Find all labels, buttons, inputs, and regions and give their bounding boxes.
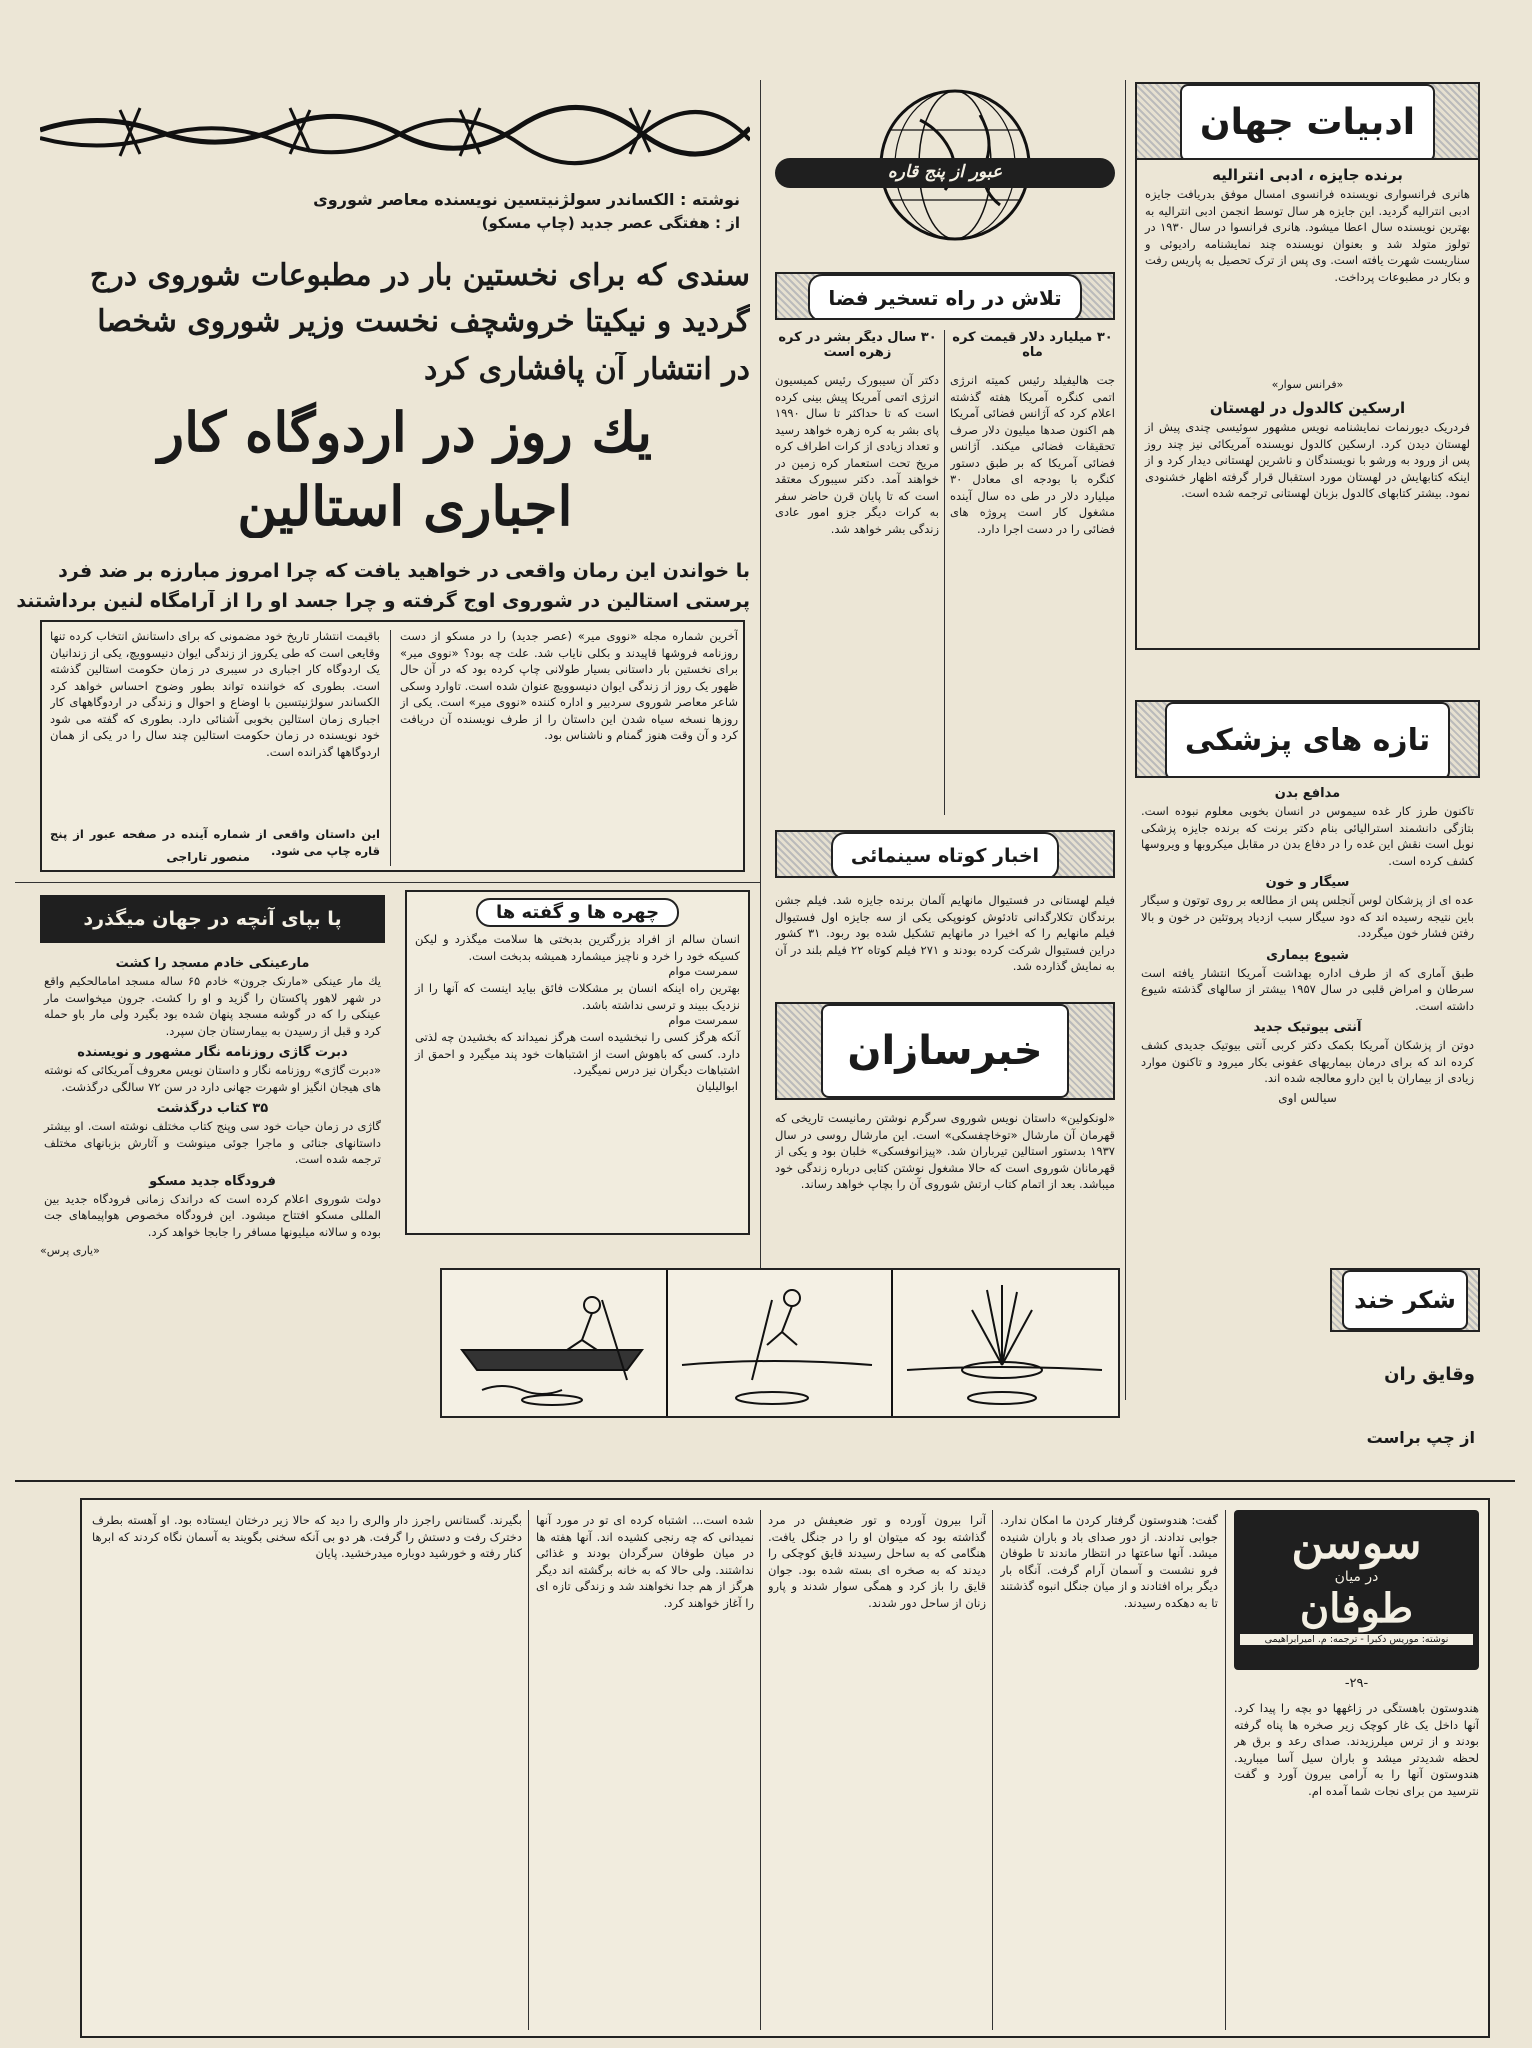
quotes-author-3: ابوالیلیان: [696, 1078, 738, 1093]
cartoon-title: شکر خند: [1342, 1270, 1468, 1330]
serial-frame: [80, 1498, 1490, 2038]
news-body-3: گاژی در زمان حیات خود سی وپنج کتاب مختلف نوشته است. او بیشتر داستانهای جنائی و ماجرا جوئی مینوشت و آثارش بزبانهای مختلف ترجمه شده است.: [44, 1119, 381, 1166]
space-title: تلاش در راه تسخیر فضا: [808, 274, 1081, 320]
news-body-1: یك مار عینکی «مارنک جرون» خادم ۶۵ ساله مسجد امامالحکیم واقع در شهر لاهور پاکستان را گزید و او را کشت. جرون میخواست مار عینکی را که در گوشه مسجد پنهان شده بود بگیرد ولی مار باو حمله کرد و قبل از رسیدن به بیمارستان جان سپرد.: [44, 974, 381, 1038]
prize-credit: «فرانس سوار»: [1271, 378, 1344, 391]
quotes-author-2: سمرست موام: [668, 1013, 738, 1027]
news-sub-4: فرودگاه جدید مسکو: [149, 1173, 276, 1189]
headline-line-3: در انتشار آن پافشاری کرد: [423, 352, 750, 387]
caldwell-body: فردریک دیورنمات نمایشنامه نویس مشهور سوئیسی چندی پیش از لهستان دیدن کرد. ارسکین کالدول نویسنده آمریکائی نیز چند روز پس از ورود به ورشو با نویسندگان و ناشرین لهستانی دیدار کرد و از اینکه کتابهایش در لهستان مورد استقبال قرار گرفته اظهار خشنودی نمود. بیشتر کتابهای کالدول بزبان لهستانی ترجمه شده است.: [1145, 420, 1470, 500]
news-sub-1: مارعینکی خادم مسجد را کشت: [115, 956, 310, 971]
space-body-2: دکتر آن سیبورک رئیس کمیسیون انرژی اتمی آمریکا پیش بینی کرده است که تا حداکثر تا سال ۱۹۹۰ پای بشر به کره زهره خواهد رسید و تعداد زیادی از کرات اطراف کره مریخ تحت استعمار کره زمین در خواهند آمد. دکتر سیبورک معتقد است که تا پایان قرن حاضر سفر به کرات دیگر جزو امور عادی زندگی بشر خواهد شد.: [775, 373, 939, 536]
story-body-left: آخرین شماره مجله «نووی میر» (عصر جدید) را در مسکو از دست روزنامه فروشها قاپیدند و بکلی نایاب شد. علت چه بود؟ «نووی میر» برای نخستین بار داستانی بسیار طولانی چاپ کرده بود که در آن حال ظهور یک روز از زندگی ایوان دنیسوویچ عنوان شده است. تاوارد وسکی شاعر معاصر شوروی سردبیر و اداره کننده «نووی میر» است. یکی از روزها نسخه سیاه شدن این داستان را از طرف نویسنده آن دریافت کرد و آن وقت هنوز گمنام و ناشناس بود.: [400, 629, 738, 742]
cartoon-strip: [440, 1268, 1120, 1418]
med-sub-2: سیگار و خون: [1265, 875, 1350, 890]
space-sub-1: ۳۰ میلیارد دلار قیمت کره ماه: [952, 330, 1113, 360]
quotes-box: [405, 890, 750, 1235]
prize-body: هانری فرانسواری نویسنده فرانسوی امسال موفق بدریافت جایزه ادبی انترالیه گردید. این جایزه هر سال توسط انجمن ادبی انترالیه به بهترین نویسنده سال اعطا میشود. هانری فرانسوا در سال ۱۹۳۰ در تولوز متولد شد و بعنوان نویسنده چند نمایشنامه رادیوئی و سناریست شهرت یافته است. وی پس از ترک تحصیل به پاریس رفت و بکار در مطبوعات پرداخت.: [1145, 187, 1470, 284]
serial-byline: نوشته: موریس دکبرا - ترجمه: م. امیرابراهیمی: [1240, 1634, 1473, 1645]
med-body-1: تاکنون طرز کار غده سیموس در انسان بخوبی معلوم نبوده است. بتازگی دانشمند استرالیائی بنام دکتر برنت که برنده جایزه پزشکی نوبل است نقش این غده را در دفاع بدن در مقابل میکروبها و ویروسها کشف کرده است.: [1141, 804, 1474, 868]
source-line: از : هفتگی عصر جدید (چاپ مسکو): [481, 214, 740, 232]
serial-col-4: شده است... اشتباه کرده ای تو در مورد آنها نمیدانی که چه رنجی کشیده اند. آنها هفته ها در میان طوفان سرگردان بودند و غذائی نداشتند. ولی حالا که به خانه برگشته اند دیگر هرگز از هم جدا نخواهند شد و زندگی تازه ای را آغاز خواهند کرد.: [536, 1513, 754, 1610]
subhead-2: پرستی استالین در شوروی اوج گرفته و چرا جسد او را از آرامگاه لنین برداشتند: [16, 590, 750, 612]
med-sub-3: شیوع بیماری: [1266, 947, 1349, 963]
medical-header: [1135, 700, 1480, 778]
space-body-1: جت هالیفیلد رئیس کمیته انرژی اتمی کنگره آمریکا هفته گذشته اعلام کرد که آژانس فضائی آمریکا هم اکنون صدها میلیون دلار صرف تحقیقات فضائی میکند. آژانس فضائی آمریکا که بر طبق دستور کنگره با بودجه ای معادل ۳۰ میلیارد دلار در طی ده سال آینده مشغول کار است پروژه های فضائی را در دست اجرا دارد.: [950, 373, 1115, 536]
quotes-author-1: سمرست موام: [668, 964, 738, 978]
cinema-body: فیلم لهستانی در فستیوال مانهایم آلمان برنده جایزه شد. فیلم جشن برندگان تکلارگدانی تادئوش کونوپکی یکی از سه جایزه اول فستیوال فیلم مانهایم را که اخیرا در مانهایم تشکیل شده بود ربود. ۳۱ کشور دراین فستیوال شرکت کرده بودند و ۲۷۱ فیلم کوتاه ۲۲ فیلم بلند در آن به نمایش گذارده شد.: [775, 893, 1115, 973]
news-sub-2: دبرت گاژی روزنامه نگار مشهور و نویسنده: [77, 1045, 348, 1060]
med-credit: سیالس اوی: [1278, 1090, 1337, 1105]
serial-col-3: آنرا بیرون آورده و تور ضعیفش در مرد گذاشته بود که میتوان او را در جنگل یافت. هنگامی که به ساحل رسیدند قایق کوچکی را دیدند که به صخره ای بسته شده بود. جوان قایق را باز کرد و همگی سوار شدند و پارو زنان از ساحل دور شدند.: [768, 1513, 986, 1610]
space-header: [775, 272, 1115, 320]
prize-subhead: برنده جایزه ، ادبی انترالیه: [1212, 166, 1403, 184]
news-body-4: دولت شوروی اعلام کرده است که دراندک زمانی فرودگاه جدید بین المللی مسکو افتتاح میشود. این فرودگاه مخصوص هواپیماهای جت بوده و سالانه میلیونها مسافر را جابجا خواهد کرد.: [44, 1191, 381, 1239]
story-box: [40, 620, 745, 872]
newsmakers-header: [775, 1002, 1115, 1100]
news-body-2: «دبرت گاژی» روزنامه نگار و داستان نویس معروف آمریکائی که نوشته های هیجان انگیز او شهرت جهانی دارد در سن ۷۲ سالگی درگذشت.: [43, 1063, 381, 1094]
cartoon-header: [1330, 1268, 1480, 1332]
author-line: نوشته : الکساندر سولژنیتسین نویسنده معاصر شوروی: [313, 190, 740, 209]
serial-title-box: [1234, 1510, 1479, 1670]
translator: منصور تاراجی: [166, 850, 250, 864]
quotes-body-2: بهترین راه اینکه انسان بر مشکلات فائق بیاید اینست که آنها را از نزدیک ببیند و ترسی نداشته باشد.: [415, 981, 740, 1012]
caldwell-subhead: ارسکین کالدول در لهستان: [1209, 399, 1406, 417]
quotes-title: چهره ها و گفته ها: [476, 898, 679, 927]
world-lit-header: [1135, 82, 1480, 160]
serial-col-1: هندوستون باهستگی در زاغهها دو بچه را پیدا کرد. آنها داخل یک غار کوچک زیر صخره ها پناه گرفته بودند و از ترس میلرزیدند. صدای رعد و برق هر لحظه شدیدتر میشد و باران سیل آسا میبارید. هندوستون آنها را به آرامی بیرون آورد و گفت نترسید من برای نجات شما آمده ام.: [1234, 1701, 1479, 1798]
story-body-right: باقیمت انتشار تاریخ خود مضمونی که برای داستانش انتخاب کرده تنها وقایعی است که طی یکروز از زندگی ایوان دنیسوویچ، یکی از زندانیان یک اردوگاه کار اجباری در سیبری در زمان حکومت استالین گذشته است. بطوری که خواننده تواند بطور وضوح احساس خواهد کرد الکساندر سولژنیتسین با اوضاع و احوال و زندگی در اردوگاههای کار اجباری زمان استالین بخوبی آشنائی دارد. بطوری که گفته می شود خود نویسنده در زمان حکومت استالین چند سال را در یکی از همان اردوگاهها گذرانده است.: [50, 629, 380, 759]
newsmakers-title: خبرسازان: [821, 1004, 1068, 1098]
quotes-body-3: آنکه هرگز کسی را نبخشیده است هرگز نمیداند که بخشیدن چه لذتی دارد. کسی که باهوش است از اشتباهات خود پند میگیرد و احمق از اشتباهات دیگران نیز درس نمیگیرد.: [415, 1030, 740, 1077]
serial-title-2: در میان: [1334, 1569, 1379, 1585]
news-credit: «یاری پرس»: [40, 1244, 100, 1257]
barbed-wire-ornament: [40, 90, 750, 170]
cinema-title: اخبار کوتاه سینمائی: [831, 832, 1059, 878]
newsmakers-body: «لونکولین» داستان نویس شوروی سرگرم نوشتن رمانیست تاریخی که قهرمان آن مارشال «توخاچفسکی» است. این مارشال روسی در سال ۱۹۳۷ بدستور استالین تیرباران شد. «پیزانوفسکی» خلبان بود و یکی از قهرمانان شوروی است که حالا مشغول نوشتن کتابی درباره زندگی خود میباشد. بعد از اتمام کتاب ارتش شوروی آن را بچاپ خواهد رساند.: [775, 1111, 1115, 1191]
serial-title-3: طوفان: [1299, 1585, 1414, 1632]
cartoon-subtitle: وقایق ران: [1384, 1364, 1475, 1385]
med-body-3: طبق آماری که از طرف اداره بهداشت آمریکا انتشار یافته است سرطان و امراض قلبی در سال ۱۹۵۷ بیشتر از سالهای گذشته شیوع داشته است.: [1141, 965, 1474, 1013]
headline-line-2: گردید و نیکیتا خروشچف نخست وزیر شوروی شخصا: [97, 304, 750, 339]
world-news-header: پا بپای آنچه در جهان میگذرد: [40, 895, 385, 943]
continents-title: عبور از پنج قاره: [887, 162, 1003, 182]
main-headline-2: اجباری استالین: [237, 474, 573, 538]
story-continued-note: این داستان واقعی از شماره آینده در صفحه عبور از پنج قاره چاپ می شود.: [50, 827, 380, 858]
headline-line-1: سندی که برای نخستین بار در مطبوعات شوروی درج: [89, 258, 750, 293]
serial-col-2: گفت: هندوستون گرفتار کردن ما امکان ندارد. جوابی ندادند. از دور صدای باد و باران شنیده میشد. آنها ساعتها در انتظار ماندند تا طوفان فرو نشست و آسمان آرام گرفت. آنگاه بار دیگر براه افتادند و از میان جنگل انبوه گذشتند تا به دهکده رسیدند.: [1000, 1513, 1218, 1610]
main-headline-1: یك روز در اردوگاه کار: [158, 400, 652, 464]
subhead-1: با خواندن این رمان واقعی در خواهید یافت که چرا امروز مبارزه بر ضد فرد: [58, 560, 750, 582]
news-sub-3: ۳۵ کتاب درگذشت: [156, 1101, 269, 1116]
space-sub-2: ۳۰ سال دیگر بشر در کره زهره است: [778, 330, 937, 360]
serial-col-5: بگیرند. گستانس راجرز دار والری را دید که حالا زیر درختان ایستاده بود. او آهسته بطرف دخترک رفت و دستش را گرفت. هر دو بی آنکه سخنی بگویند به آسمان نگاه کردند که ابرها کنار رفته و خورشید دوباره میدرخشید. پایان: [92, 1513, 522, 1560]
world-lit-title: ادبیات جهان: [1180, 84, 1435, 160]
med-sub-1: مدافع بدن: [1274, 786, 1341, 801]
quotes-body-1: انسان سالم از افراد بزرگترین بدبختی ها سلامت میگذرد و لیکن کسیکه خود را خرد و ناچیز میشمارد همیشه بدبخت است.: [415, 932, 740, 963]
cartoon-direction: از چپ براست: [1366, 1428, 1475, 1447]
med-body-2: عده ای از پزشکان لوس آنجلس پس از مطالعه بر روی توتون و سیگار باین نتیجه رسیده اند که دود سیگار سبب ازدیاد پروتئین در خون و بالا رفتن فشار خون میگردد.: [1141, 893, 1474, 940]
med-body-4: دوتن از پزشکان آمریکا بکمک دکتر کربی آنتی بیوتیک جدیدی کشف کرده اند که برای درمان بیماریهای عفونی بکار میرود و تاکنون موارد زیادی از بیماران با این دارو معالجه شده اند.: [1141, 1038, 1474, 1085]
serial-page-number: -۲۹-: [1344, 1676, 1369, 1691]
med-sub-4: آنتی بیوتیک جدید: [1253, 1020, 1362, 1035]
cinema-header: [775, 830, 1115, 878]
medical-title: تازه های پزشکی: [1165, 702, 1450, 778]
serial-title-1: سوسن: [1291, 1518, 1422, 1569]
